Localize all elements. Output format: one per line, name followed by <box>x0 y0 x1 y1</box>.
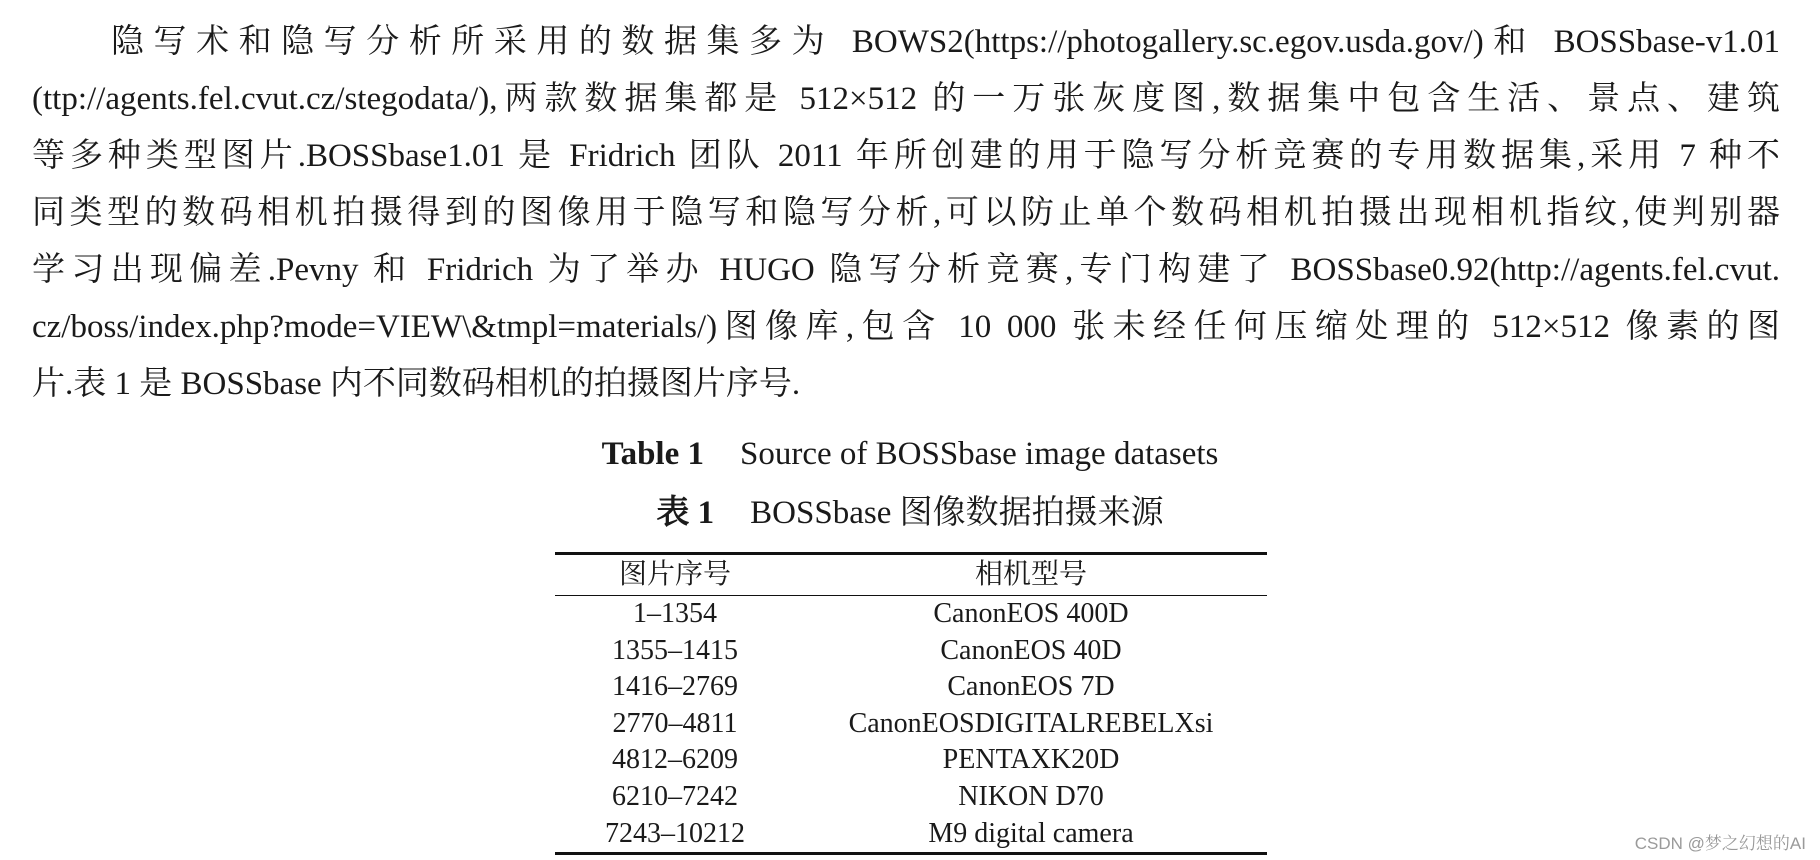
paragraph-line: cz/boss/index.php?mode=VIEW\&tmpl=materials/)图像库,包含 10 000 张未经任何压缩处理的 512×512 像素的图 <box>32 309 1780 345</box>
cell-image-index: 1355–1415 <box>612 634 738 666</box>
table-caption-chinese <box>0 487 1820 539</box>
watermark-text: CSDN @梦之幻想的AI <box>1634 834 1806 853</box>
header-camera-model: 相机型号 <box>974 559 1087 590</box>
cell-camera-model: CanonEOS 40D <box>940 634 1122 666</box>
camera-source-table <box>555 552 1267 855</box>
table-caption-chinese-label: 表 1 <box>656 495 715 531</box>
table-caption-english-text: Source of BOSSbase image datasets <box>740 436 1219 472</box>
table-row <box>555 742 1267 779</box>
cell-camera-model: CanonEOS 400D <box>933 598 1129 629</box>
paragraph-line: (ttp://agents.fel.cvut.cz/stegodata/),两款数据集都是 512×512 的一万张灰度图,数据集中包含生活、景点、建筑 <box>32 81 1780 117</box>
camera-source-table-wrapper <box>555 552 1267 855</box>
paragraph-line: 隐写术和隐写分析所采用的数据集多为 BOWS2(https://photogallery.sc.egov.usda.gov/)和 BOSSbase-v1.01 <box>111 24 1780 60</box>
cell-camera-model: M9 digital camera <box>928 817 1134 849</box>
paragraph-line: 同类型的数码相机拍摄得到的图像用于隐写和隐写分析,可以防止单个数码相机拍摄出现相机指纹,使判别器 <box>32 195 1780 231</box>
cell-image-index: 7243–10212 <box>605 817 745 849</box>
cell-camera-model: CanonEOSDIGITALREBELXsi <box>848 707 1214 739</box>
paragraph-line: 等多种类型图片.BOSSbase1.01 是 Fridrich 团队 2011 年所创建的用于隐写分析竞赛的专用数据集,采用 7 种不 <box>32 138 1780 174</box>
table-caption-english-label: Table 1 <box>601 436 704 472</box>
cell-image-index: 1416–2769 <box>612 671 738 703</box>
table-row <box>555 779 1267 816</box>
table-row <box>555 596 1267 633</box>
table-row <box>555 816 1267 854</box>
table-row <box>555 669 1267 706</box>
body-paragraph <box>32 14 1780 413</box>
paragraph-line: 学习出现偏差.Pevny 和 Fridrich 为了举办 HUGO 隐写分析竞赛,专门构建了 BOSSbase0.92(http://agents.fel.cvut. <box>32 252 1780 288</box>
cell-image-index: 1–1354 <box>633 598 717 629</box>
header-image-index: 图片序号 <box>618 559 731 590</box>
table-caption-english <box>0 428 1820 480</box>
cell-camera-model: PENTAXK20D <box>942 744 1120 776</box>
table-header-row <box>555 554 1267 596</box>
table-row <box>555 706 1267 743</box>
cell-image-index: 6210–7242 <box>612 780 738 812</box>
table-row <box>555 633 1267 670</box>
paragraph-line: 片.表 1 是 BOSSbase 内不同数码相机的拍摄图片序号. <box>32 366 801 402</box>
cell-camera-model: NIKON D70 <box>958 780 1104 812</box>
table-caption-chinese-text: BOSSbase 图像数据拍摄来源 <box>750 495 1164 531</box>
cell-image-index: 2770–4811 <box>612 707 738 739</box>
cell-image-index: 4812–6209 <box>612 744 738 776</box>
cell-camera-model: CanonEOS 7D <box>947 671 1115 703</box>
